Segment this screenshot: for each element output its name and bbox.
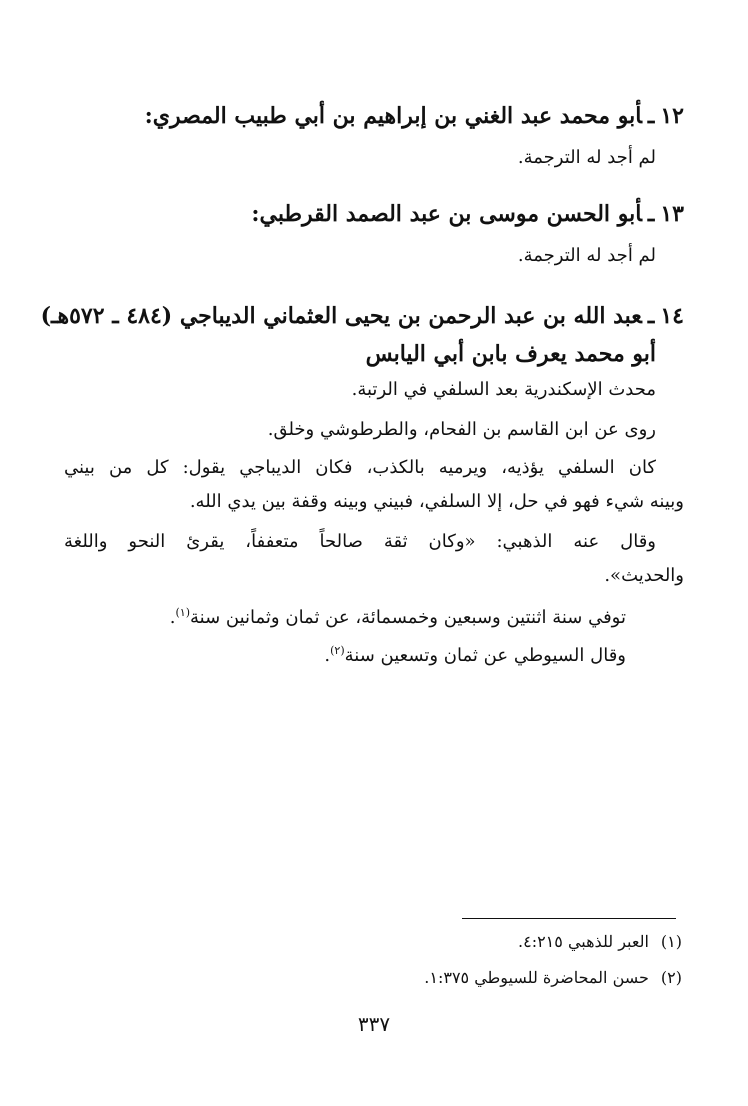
entry-14-body-line: وبينه شيء فهو في حل، إلا السلفي، فبيني وبينه وقفة بين يدي الله. xyxy=(189,491,684,512)
footnote-number: (٢) xyxy=(660,968,682,987)
entry-14-death-line xyxy=(170,602,626,634)
entry-14-body-line: محدث الإسكندرية بعد السلفي في الرتبة. xyxy=(351,379,656,400)
footnote-ref-2[interactable]: (٢) xyxy=(330,644,345,657)
entry-14-heading xyxy=(40,296,684,336)
entry-12-heading xyxy=(64,96,684,136)
footnote-1 xyxy=(518,928,682,956)
entry-14-body-line: كان السلفي يؤذيه، ويرميه بالكذب، فكان الديباجي يقول: كل من بيني xyxy=(64,457,656,478)
end-punct: . xyxy=(324,645,331,666)
footnote-ref-1[interactable]: (١) xyxy=(175,606,190,619)
entry-13-heading xyxy=(64,194,684,234)
entry-dash: ـ xyxy=(647,303,655,329)
footnote-text: العبر للذهبي ٤:٢١٥. xyxy=(518,932,649,951)
entry-14-body-line: روى عن ابن القاسم بن الفحام، والطرطوشي وخلق. xyxy=(267,419,656,440)
entry-title: أبو الحسن موسى بن عبد الصمد القرطبي: xyxy=(251,201,642,227)
entry-14-suyuti-line xyxy=(324,640,626,672)
footnote-text: حسن المحاضرة للسيوطي ١:٣٧٥. xyxy=(424,968,649,987)
entry-number: ١٢ xyxy=(660,103,684,129)
entry-14-body-line: والحديث». xyxy=(604,565,684,586)
entry-12-note: لم أجد له الترجمة. xyxy=(517,147,656,168)
end-punct: . xyxy=(169,607,176,628)
footnote-number: (١) xyxy=(660,932,682,951)
suyuti-text: وقال السيوطي عن ثمان وتسعين سنة xyxy=(344,645,626,666)
entry-14-body-line: وقال عنه الذهبي: «وكان ثقة صالحاً متعففاً، يقرئ النحو واللغة xyxy=(64,531,656,552)
entry-title: أبو محمد عبد الغني بن إبراهيم بن أبي طبيب المصري: xyxy=(144,103,642,129)
entry-number: ١٣ xyxy=(660,201,684,227)
entry-dash: ـ xyxy=(647,201,655,227)
entry-14-heading-line2: أبو محمد يعرف بابن أبي اليابس xyxy=(365,341,656,367)
entry-title: عبد الله بن عبد الرحمن بن يحيى العثماني الديباجي (٤٨٤ ـ ٥٧٢هـ) xyxy=(40,303,642,329)
entry-13-note: لم أجد له الترجمة. xyxy=(517,245,656,266)
footnote-2 xyxy=(424,964,682,992)
footnote-separator xyxy=(462,918,676,919)
entry-number: ١٤ xyxy=(660,303,684,329)
page-number: ٣٣٧ xyxy=(357,1012,391,1036)
death-text: توفي سنة اثنتين وسبعين وخمسمائة، عن ثمان وثمانين سنة xyxy=(190,607,626,628)
entry-dash: ـ xyxy=(647,103,655,129)
